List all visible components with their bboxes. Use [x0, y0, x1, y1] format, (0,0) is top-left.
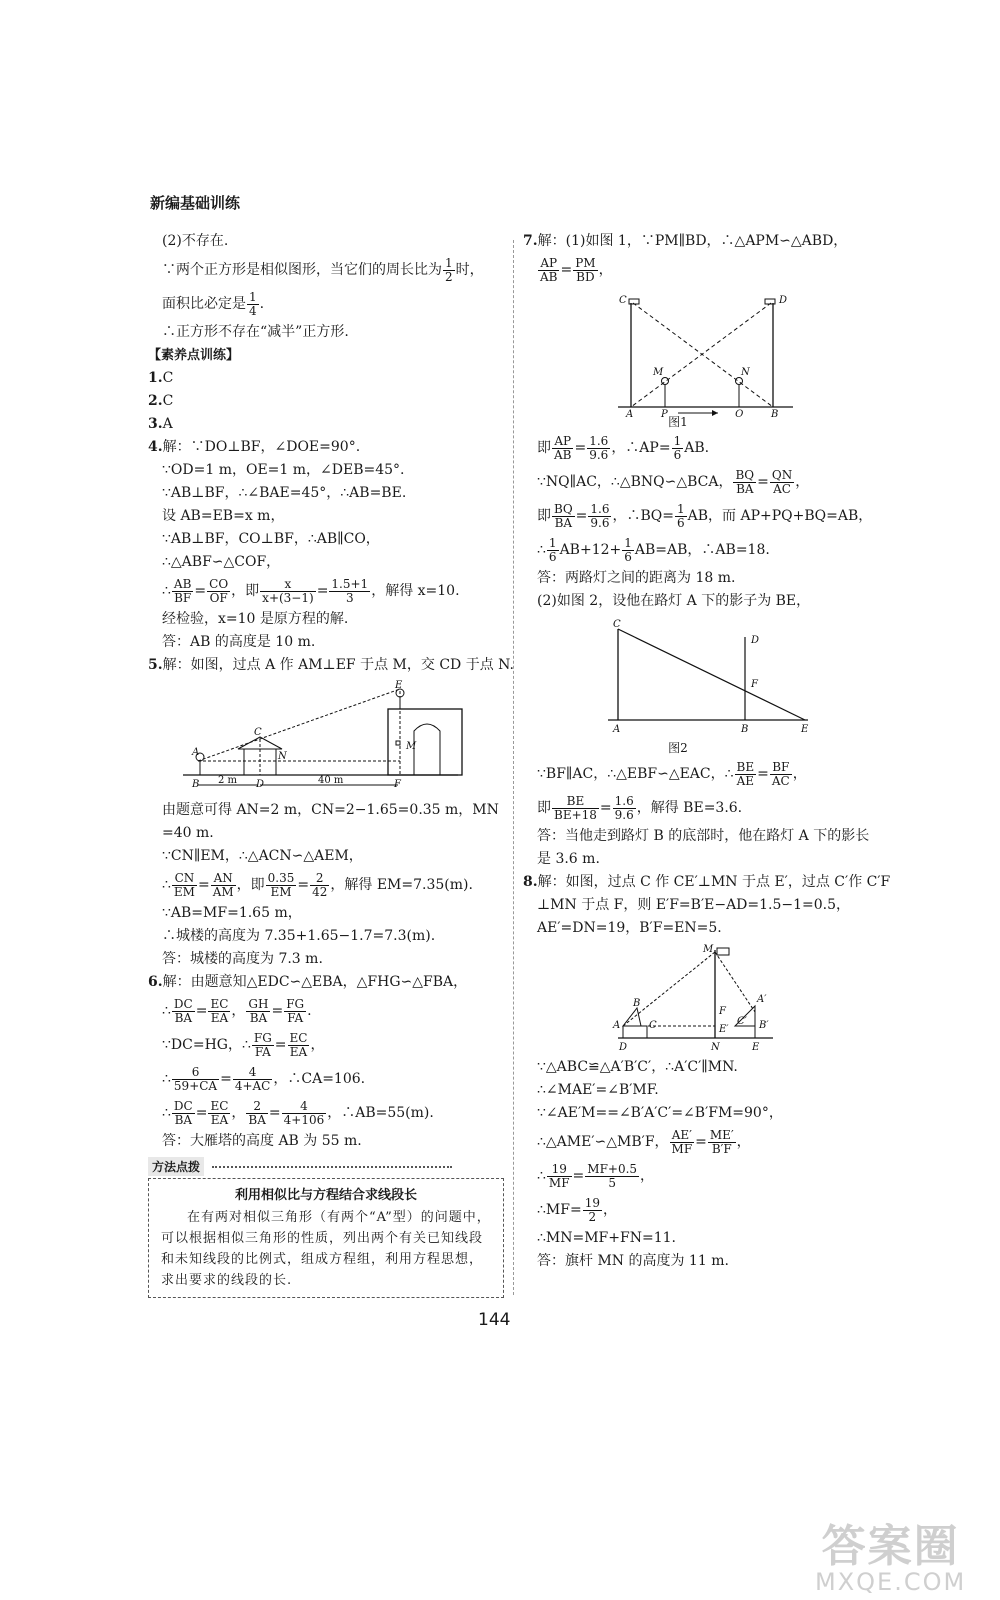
- label-N: N: [711, 1042, 720, 1053]
- label-A-prime: A′: [757, 994, 767, 1005]
- numerator: AE′: [670, 1129, 695, 1143]
- equation-line: ∴△AME′∽△MB′F， $\frac{AE'}{MF}$ = $\frac{ME'}{B'F}$ ，: [537, 1127, 751, 1156]
- question-line: 4.解：∵DO⊥BF，∠DOE=90°.: [148, 439, 361, 455]
- numerator: GH: [248, 996, 269, 1011]
- text-line: 经检验，x=10 是原方程的解.: [162, 611, 349, 627]
- method-tip-header: [148, 1157, 508, 1176]
- fraction: [172, 578, 193, 605]
- fraction: [329, 578, 370, 605]
- denominator: 4+106: [283, 1112, 325, 1127]
- denominator: BA: [554, 515, 573, 530]
- numerator: FG: [253, 1030, 272, 1045]
- denominator: 2: [588, 1209, 597, 1224]
- denominator: 9.6: [614, 807, 634, 822]
- denominator: FA: [287, 1010, 304, 1025]
- text-line: ∴正方形不存在“减半”正方形.: [162, 324, 349, 340]
- equation-line: 即 $\frac{BE}{BE+18}$ = $\frac{1.6}{9.6}$ ，解得 BE=3.6.: [537, 793, 743, 822]
- method-title: 利用相似比与方程结合求线段长: [234, 1188, 417, 1203]
- label-N: N: [278, 751, 287, 762]
- fraction: [588, 503, 611, 530]
- dim-2m: 2 m: [218, 775, 238, 786]
- label-P: P: [661, 409, 668, 417]
- denominator: AE: [736, 773, 755, 788]
- numerator: 1: [673, 433, 682, 448]
- fraction: [547, 1163, 572, 1190]
- label-M: M: [653, 367, 664, 378]
- denominator: MF: [671, 1141, 693, 1156]
- text-line: ∴∠MAE′=∠B′MF.: [537, 1082, 659, 1098]
- fraction: [733, 469, 756, 496]
- label-B: B: [741, 724, 749, 735]
- question-line: 7.解：(1)如图 1，∵PM∥BD，∴△APM∽△ABD，: [523, 233, 848, 249]
- label-B: B: [192, 779, 200, 790]
- fraction: [284, 998, 306, 1025]
- denominator: 59+CA: [173, 1078, 218, 1093]
- equation-line: 即 $\frac{AP}{AB}$ = $\frac{1.6}{9.6}$ ，∴AP= $\frac{1}{6}$ AB.: [537, 433, 710, 462]
- numerator: 4: [282, 1100, 327, 1114]
- label-E: E: [801, 724, 809, 735]
- denominator: EM: [173, 884, 195, 899]
- numerator: FG: [286, 996, 305, 1011]
- fraction: [770, 761, 792, 788]
- label-D: D: [751, 635, 760, 646]
- label-C-prime: C′: [737, 1016, 747, 1027]
- numerator: AP: [538, 257, 559, 271]
- denominator: BA: [736, 481, 754, 496]
- figure-2: [523, 615, 833, 755]
- text-line: =40 m.: [162, 825, 214, 841]
- numerator: 1.6: [589, 433, 609, 448]
- label-Q: Q: [735, 409, 744, 417]
- equation-line: ∵DC=HG，∴ $\frac{FG}{FA}$ = $\frac{EC}{EA}$ ，: [162, 1030, 325, 1059]
- numerator: DC: [173, 996, 193, 1011]
- figure-caption: 图1: [668, 415, 688, 429]
- fraction: [247, 291, 259, 318]
- answer-line: 3.A: [148, 416, 173, 432]
- numerator: BF: [770, 761, 792, 775]
- label-M: M: [703, 944, 714, 955]
- label-F: F: [394, 779, 401, 790]
- numerator: 2: [310, 872, 329, 886]
- fraction: [672, 435, 684, 462]
- fraction: [172, 1100, 195, 1127]
- text-line: ∴△ABF∽△COF，: [162, 554, 281, 570]
- denominator: 9.6: [589, 447, 609, 462]
- equation-line: ∴ $\frac{DC}{BA}$ = $\frac{EC}{EA}$ ， $\frac{GH}{BA}$ = $\frac{FG}{FA}$ .: [162, 996, 312, 1025]
- castle-diagram: [148, 679, 478, 797]
- shadow-diagram: [523, 615, 833, 735]
- label-F: F: [719, 1006, 726, 1017]
- denominator: 2: [445, 269, 453, 284]
- numerator: AP: [552, 435, 573, 449]
- question-line: 6.解：由题意知△EDC∽△EBA，△FHG∽△FBA，: [148, 974, 468, 990]
- denominator: 6: [624, 549, 632, 564]
- fraction: [443, 257, 455, 284]
- fraction: [288, 1032, 310, 1059]
- fraction: [622, 537, 634, 564]
- numerator: 1: [249, 289, 257, 304]
- equation-line: ∴ $\frac{6}{59+CA}$ = $\frac{4}{4+AC}$ ，∴CA=106.: [162, 1064, 366, 1093]
- numerator: EC: [210, 996, 229, 1011]
- numerator: 1: [445, 255, 453, 270]
- fraction: [735, 761, 757, 788]
- dim-40m: 40 m: [318, 775, 344, 786]
- denominator: BA: [249, 1010, 268, 1025]
- numerator: EC: [210, 1098, 229, 1113]
- label-D: D: [779, 295, 788, 306]
- label-B-prime: B′: [759, 1020, 769, 1031]
- fraction: [613, 795, 636, 822]
- label-B: B: [633, 998, 641, 1009]
- denominator: 6: [548, 549, 557, 564]
- text-line: 答：城楼的高度为 7.3 m.: [162, 951, 323, 967]
- label-D: D: [619, 1042, 628, 1053]
- fraction: [770, 469, 794, 496]
- fraction: [538, 257, 559, 284]
- text-line: ∵OD=1 m，OE=1 m，∠DEB=45°.: [162, 462, 405, 478]
- denominator: OF: [209, 590, 228, 605]
- fraction: [172, 1066, 219, 1093]
- fraction: [246, 1100, 267, 1127]
- question-line: 5.解：如图，过点 A 作 AM⊥EF 于点 M，交 CD 于点 N.: [148, 657, 514, 673]
- method-tag: 方法点拨: [148, 1157, 204, 1176]
- fraction: [552, 435, 573, 462]
- denominator: 3: [345, 590, 354, 605]
- denominator: 5: [608, 1175, 616, 1190]
- equation-line: ∴ $\frac{1}{6}$ AB+12+ $\frac{1}{6}$ AB=AB，∴AB=18.: [537, 535, 770, 564]
- numerator: 0.35: [267, 870, 295, 885]
- section-heading: 【素养点训练】: [148, 348, 240, 363]
- numerator: 19: [547, 1163, 572, 1177]
- text-line: ∵△ABC≌△A′B′C′，∴A′C′∥MN.: [537, 1059, 738, 1075]
- numerator: PM: [575, 255, 596, 270]
- numerator: BQ: [735, 467, 755, 482]
- question-line: 8.解：如图，过点 C 作 CE′⊥MN 于点 E′，过点 C′作 C′F: [523, 874, 891, 890]
- figure-q5: [148, 679, 508, 797]
- fraction: [547, 537, 559, 564]
- numerator: 4: [233, 1066, 273, 1080]
- label-A: A: [613, 1020, 621, 1031]
- watermark: [815, 1510, 966, 1596]
- text-line: ∵CN∥EM，∴△ACN∽△AEM，: [162, 848, 363, 864]
- fraction: [260, 578, 316, 605]
- fraction: [211, 872, 236, 899]
- fraction: [310, 872, 329, 899]
- equation-line: ∴ $\frac{CN}{EM}$ = $\frac{AN}{AM}$ ，即 $\frac{0.35}{EM}$ = $\frac{2}{42}$ ，解得 EM=7.35(m).: [162, 870, 473, 899]
- label-C: C: [613, 619, 621, 630]
- numerator: 1.6: [614, 793, 634, 808]
- fraction: [675, 503, 687, 530]
- text-line: (2)不存在.: [162, 233, 229, 249]
- label-E-prime: E′: [719, 1024, 729, 1035]
- fraction: [573, 257, 597, 284]
- numerator: AB: [173, 576, 192, 591]
- fraction: [172, 872, 197, 899]
- denominator: BA: [174, 1010, 193, 1025]
- dotted-rule: [212, 1166, 452, 1168]
- numerator: BQ: [554, 501, 573, 516]
- numerator: AN: [211, 872, 236, 886]
- denominator: BA: [248, 1112, 266, 1127]
- fraction: [552, 503, 575, 530]
- label-F: F: [751, 679, 758, 690]
- denominator: 4: [249, 303, 257, 318]
- denominator: x+(3−1): [262, 590, 314, 605]
- numerator: ME′: [709, 1127, 734, 1142]
- numerator: 1: [676, 501, 685, 516]
- fraction: [585, 1163, 639, 1190]
- text-line: ∵AB⊥BF，CO⊥BF，∴AB∥CO，: [162, 531, 380, 547]
- numerator: BE: [736, 759, 755, 774]
- denominator: BF: [174, 590, 192, 605]
- denominator: BD: [576, 269, 595, 284]
- numerator: QN: [771, 467, 793, 482]
- numerator: 6: [172, 1066, 219, 1080]
- fraction: [670, 1129, 695, 1156]
- figure-1: [523, 289, 833, 429]
- fraction: [252, 1032, 274, 1059]
- denominator: 42: [312, 884, 328, 899]
- numerator: 1.5+1: [331, 576, 369, 591]
- denominator: FA: [254, 1044, 271, 1059]
- denominator: AB: [554, 447, 572, 462]
- denominator: AB: [540, 269, 558, 284]
- book-title: 新编基础训练: [150, 194, 241, 212]
- text-line: ∴MN=MF+FN=11.: [537, 1230, 676, 1246]
- fraction: [587, 435, 610, 462]
- numerator: BE: [552, 795, 599, 809]
- denominator: BA: [174, 1112, 193, 1127]
- text-line: 由题意可得 AN=2 m，CN=2−1.65=0.35 m，MN: [162, 802, 499, 818]
- text-line: 是 3.6 m.: [537, 851, 600, 867]
- flagpole-diagram: [523, 942, 833, 1054]
- watermark-logo: 答案圈: [821, 1521, 960, 1572]
- answer-line: 2.C: [148, 393, 174, 409]
- label-E: E: [752, 1042, 760, 1053]
- text-line: 答：大雁塔的高度 AB 为 55 m.: [162, 1133, 362, 1149]
- fraction: [708, 1129, 736, 1156]
- text-line: 面积比必定是 $\frac{1}{4}$ .: [162, 289, 265, 318]
- numerator: 19: [584, 1195, 600, 1210]
- text-line: ∵两个正方形是相似图形，当它们的周长比为 $\frac{1}{2}$ 时，: [162, 255, 484, 284]
- numerator: CN: [172, 872, 197, 886]
- numerator: DC: [173, 1098, 193, 1113]
- numerator: x: [260, 578, 316, 592]
- equation-line: ∴ $\frac{19}{MF}$ = $\frac{MF+0.5}{5}$ ，: [537, 1161, 655, 1190]
- denominator: AC: [773, 481, 791, 496]
- method-text: 在有两对相似三角形（有两个“A”型）的问题中，可以根据相似三角形的性质，列出两个有关已知线段和未知线段的比例式，组成方程组，利用方程思想，求出要求的线段的长.: [161, 1210, 491, 1288]
- text-line: 答：当他走到路灯 B 的底部时，他在路灯 A 下的影长: [537, 828, 870, 844]
- label-M: M: [406, 741, 417, 752]
- column-divider: [513, 240, 514, 1295]
- denominator: EM: [270, 884, 292, 899]
- label-N: N: [741, 367, 750, 378]
- text-line: ∵AB⊥BF，∴∠BAE=45°，∴AB=BE.: [162, 485, 407, 501]
- numerator: MF+0.5: [587, 1161, 638, 1176]
- label-C: C: [619, 295, 627, 306]
- figure-caption: 图2: [668, 741, 688, 755]
- text-line: 答：AB 的高度是 10 m.: [162, 634, 316, 650]
- fraction: [266, 872, 297, 899]
- fraction: [552, 795, 599, 822]
- label-A: A: [192, 747, 200, 758]
- fraction: [208, 998, 230, 1025]
- label-A: A: [613, 724, 621, 735]
- denominator: B′F: [711, 1141, 732, 1156]
- numerator: EC: [289, 1030, 308, 1045]
- denominator: 6: [673, 447, 682, 462]
- equation-line: $\frac{AP}{AB}$ = $\frac{PM}{BD}$ ，: [540, 255, 613, 284]
- text-line: AE′=DN=19，B′F=EN=5.: [537, 920, 722, 936]
- numerator: 2: [246, 1100, 267, 1114]
- equation-line: ∴MF= $\frac{19}{2}$ ，: [537, 1195, 617, 1224]
- numerator: 1.6: [590, 501, 610, 516]
- numerator: 1: [624, 535, 632, 550]
- denominator: AC: [771, 773, 790, 788]
- figure-q8: [523, 942, 833, 1054]
- right-column: [523, 230, 891, 1273]
- numerator: CO: [209, 576, 229, 591]
- answer-line: 1.C: [148, 370, 174, 386]
- page-number: 144: [478, 1310, 511, 1330]
- denominator: EA: [210, 1112, 229, 1127]
- left-column: [148, 230, 514, 1298]
- text-line: 设 AB=EB=x m，: [162, 508, 285, 524]
- text-line: ∴城楼的高度为 7.35+1.65−1.7=7.3(m).: [162, 928, 436, 944]
- fraction: [172, 998, 195, 1025]
- equation-line: 即 $\frac{BQ}{BA}$ = $\frac{1.6}{9.6}$ ，∴BQ= $\frac{1}{6}$ AB，而 AP+PQ+BQ=AB，: [537, 501, 873, 530]
- label-B: B: [771, 409, 779, 417]
- fraction: [208, 1100, 230, 1127]
- text-line: (2)如图 2，设他在路灯 A 下的影子为 BE，: [537, 593, 811, 609]
- fraction: [282, 1100, 327, 1127]
- label-A: A: [626, 409, 634, 417]
- text-line: 答：两路灯之间的距离为 18 m.: [537, 570, 736, 586]
- label-E: E: [395, 680, 403, 691]
- denominator: 9.6: [590, 515, 610, 530]
- denominator: MF: [548, 1175, 570, 1190]
- label-D: D: [256, 779, 265, 790]
- fraction: [583, 1197, 602, 1224]
- denominator: 4+AC: [234, 1078, 271, 1093]
- equation-line: ∴ $\frac{DC}{BA}$ = $\frac{EC}{EA}$ ， $\frac{2}{BA}$ = $\frac{4}{4+106}$ ，∴AB=55(m).: [162, 1098, 434, 1127]
- denominator: 6: [676, 515, 685, 530]
- denominator: BE+18: [554, 807, 597, 822]
- equation-line: ∵BF∥AC，∴△EBF∽△EAC，∴ $\frac{BE}{AE}$ = $\frac{BF}{AC}$ ，: [537, 759, 807, 788]
- fraction: [207, 578, 230, 605]
- equation-line: ∴ $\frac{AB}{BF}$ = $\frac{CO}{OF}$ ，即 $\frac{x}{x+(3-1)}$ = $\frac{1.5+1}{3}$ ，解得 x=10.: [162, 576, 460, 605]
- fraction: [233, 1066, 273, 1093]
- text-line: ∵∠AE′M==∠B′A′C′=∠B′FM=90°，: [537, 1105, 783, 1121]
- text-line: ⊥MN 于点 F，则 E′F=B′E−AD=1.5−1=0.5，: [537, 897, 851, 913]
- text-line: ∵AB=MF=1.65 m，: [162, 905, 302, 921]
- denominator: EA: [289, 1044, 308, 1059]
- watermark-url: MXQE.COM: [815, 1568, 967, 1596]
- street-lamps-diagram: [523, 289, 833, 417]
- label-C: C: [649, 1020, 657, 1031]
- text-line: 答：旗杆 MN 的高度为 11 m.: [537, 1253, 729, 1269]
- fraction: [246, 998, 270, 1025]
- equation-line: ∵NQ∥AC，∴△BNQ∽△BCA， $\frac{BQ}{BA}$ = $\frac{QN}{AC}$ ，: [537, 467, 810, 496]
- method-tip-box: [148, 1178, 504, 1298]
- denominator: EA: [210, 1010, 229, 1025]
- label-C: C: [254, 727, 262, 738]
- numerator: 1: [548, 535, 557, 550]
- denominator: AM: [212, 884, 234, 899]
